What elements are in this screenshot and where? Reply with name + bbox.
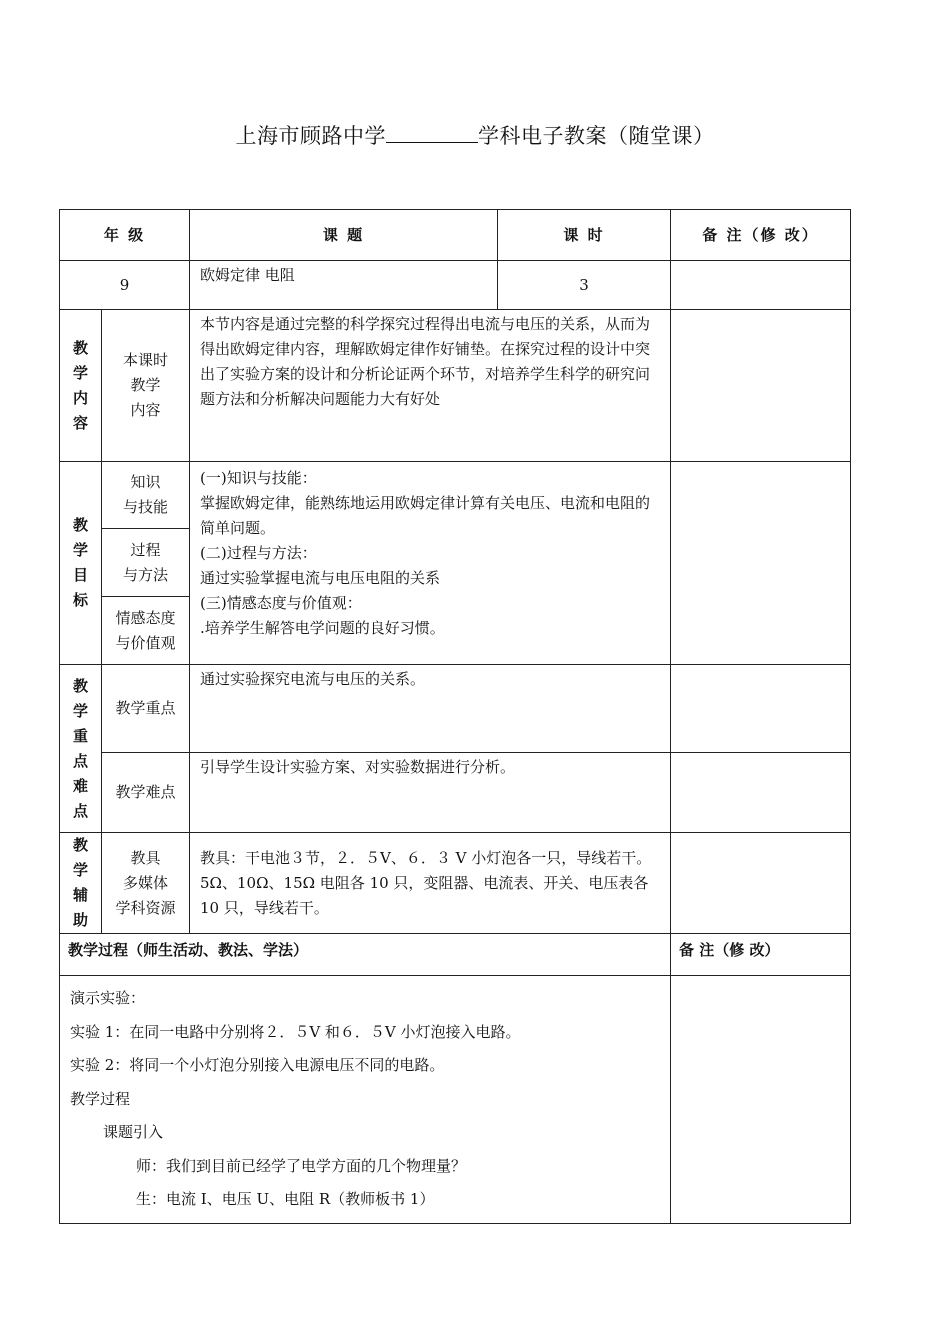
title-prefix: 上海市顾路中学 (235, 124, 386, 148)
header-row (60, 210, 851, 261)
remark-cell (671, 310, 851, 462)
process-text (60, 976, 671, 1224)
info-row (60, 261, 851, 310)
aids-text: 教具：干电池３节，２．５V、６．３ V 小灯泡各一只，导线若干。5Ω、10Ω、15Ω 电阻各 10 只，变阻器、电流表、开关、电压表各 10 只，导线若干。 (190, 833, 671, 934)
content-sub-label: 本课时 教学 内容 (102, 310, 190, 462)
aids-sub-label: 教具 多媒体 学科资源 (102, 833, 190, 934)
aids-label: 教 学 辅 助 (60, 833, 102, 934)
title-suffix: 学科电子教案（随堂课） (478, 124, 715, 148)
goals-text (190, 462, 671, 665)
process-line: 生：电流 I、电压 U、电阻 R（教师板书 1） (136, 1190, 435, 1208)
goals-row (60, 462, 851, 529)
hours-header: 课 时 (498, 210, 671, 261)
goal-attitude-label: 情感态度 与价值观 (102, 597, 190, 665)
aids-row (60, 833, 851, 934)
remark-cell (671, 261, 851, 310)
remark-cell (671, 462, 851, 665)
goal-line: .培养学生解答电学问题的良好习惯。 (200, 619, 445, 637)
process-heading: 教学过程（师生活动、教法、学法） (60, 934, 671, 976)
goal-line: 通过实验掌握电流与电压电阻的关系 (200, 569, 441, 587)
process-line: 教学过程 (70, 1089, 131, 1108)
grade-header: 年 级 (60, 210, 190, 261)
goal-line: (三)情感态度与价值观： (200, 594, 362, 612)
difficulty-label: 教学难点 (102, 753, 190, 833)
difficulty-text: 引导学生设计实验方案、对实验数据进行分析。 (190, 753, 671, 833)
process-header-row (60, 934, 851, 976)
goals-label: 教 学 目 标 (60, 462, 102, 665)
process-line: 课题引入 (103, 1123, 164, 1141)
subject-blank (386, 124, 478, 143)
process-line: 实验 2：将同一个小灯泡分别接入电源电压不同的电路。 (70, 1056, 445, 1074)
lesson-plan-table (59, 209, 851, 1224)
process-line: 师：我们到目前已经学了电学方面的几个物理量？ (136, 1156, 467, 1175)
content-row (60, 310, 851, 462)
goal-line: 掌握欧姆定律，能熟练地运用欧姆定律计算有关电压、电流和电阻的简单问题。 (200, 494, 651, 537)
topic-header: 课 题 (190, 210, 498, 261)
goal-line: (一)知识与技能： (200, 469, 317, 487)
goal-line: (二)过程与方法： (200, 544, 317, 562)
process-line: 实验 1：在同一电路中分别将２．５V 和６．５V 小灯泡接入电路。 (70, 1022, 521, 1041)
remark-header: 备 注（修 改） (671, 210, 851, 261)
remark-cell (671, 976, 851, 1224)
process-body-row (60, 976, 851, 1224)
content-label: 教 学 内 容 (60, 310, 102, 462)
key-point-label: 教学重点 (102, 665, 190, 753)
hours-value: 3 (498, 261, 671, 310)
remark-cell (671, 833, 851, 934)
process-line: 演示实验： (70, 989, 146, 1007)
keypoint-row (60, 665, 851, 753)
content-text: 本节内容是通过完整的科学探究过程得出电流与电压的关系，从而为得出欧姆定律内容，理解欧姆定律作好铺垫。在探究过程的设计中突出了实验方案的设计和分析论证两个环节，对培养学生科学的研究问题方法和分析解决问题能力大有好处 (190, 310, 671, 462)
topic-value: 欧姆定律 电阻 (190, 261, 498, 310)
process-remark-header: 备 注（修 改） (671, 934, 851, 976)
key-point-text: 通过实验探究电流与电压的关系。 (190, 665, 671, 753)
remark-cell (671, 753, 851, 833)
document-title (0, 120, 950, 150)
grade-value: 9 (60, 261, 190, 310)
goal-process-label: 过程 与方法 (102, 529, 190, 597)
goal-knowledge-label: 知识 与技能 (102, 462, 190, 529)
difficulty-row (60, 753, 851, 833)
remark-cell (671, 665, 851, 753)
keypoints-label: 教 学 重 点 难 点 (60, 665, 102, 833)
